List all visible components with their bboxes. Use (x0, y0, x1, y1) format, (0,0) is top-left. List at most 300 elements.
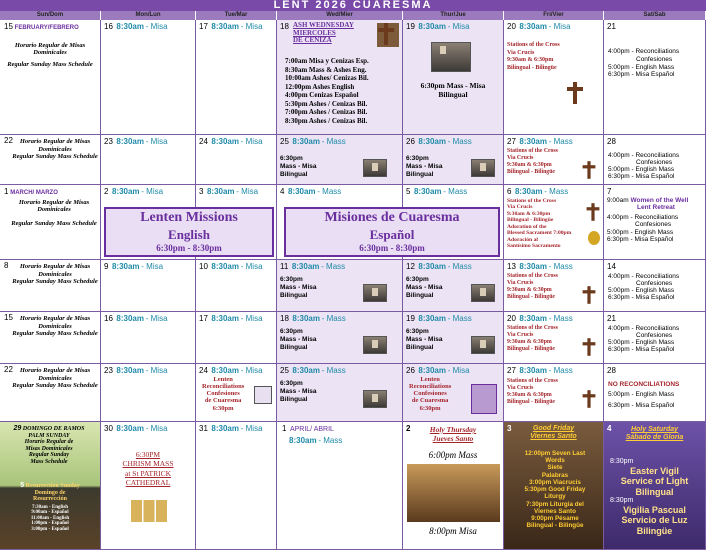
schedule-line: Horario Regular de (24, 439, 74, 446)
good-friday-line: Liturgy (544, 493, 566, 501)
church-image-icon (363, 390, 387, 408)
easter-mass-time: 3:00pm - Español (31, 526, 69, 532)
evening-time: 6:30pm (406, 276, 429, 283)
stations-times: 9:30am & 6:30pm (507, 391, 552, 398)
mass-label: - Misa (145, 366, 168, 375)
mass-label: - Mass (321, 137, 346, 146)
day-number: 16 (104, 314, 113, 323)
mass-label: - Misa (447, 22, 470, 31)
day-number: 29 (13, 425, 22, 432)
day-mar-25 (277, 364, 403, 422)
mass-time: 8:30am (514, 187, 543, 196)
day-feb-25 (277, 135, 403, 185)
header-mon: Mon/Lun (101, 11, 196, 20)
day-feb-26 (403, 135, 504, 185)
day-feb-27 (504, 135, 604, 185)
day-number: 2 (406, 424, 411, 433)
mass-time: 8:30am (287, 187, 316, 196)
lenten-recon-line: Confesiones (413, 390, 447, 398)
day-number: 22 (4, 365, 13, 374)
mass-label: - Misa (240, 262, 263, 271)
day-mar-26 (403, 364, 504, 422)
reconciliation-time: 4:00pm - Reconciliations (608, 325, 680, 332)
english-mass: 5:00pm - English Mass (608, 339, 675, 347)
day-number: 12 (406, 262, 415, 271)
misiones-cuaresma-espanol (284, 207, 500, 257)
good-friday-line: Words (545, 457, 565, 465)
day-number: 26 (406, 366, 415, 375)
sunday-schedule-es: Horario Regular de Misas Dominicales (19, 315, 91, 330)
day-mar-28 (604, 364, 706, 422)
english-mass: 5:00pm - English Mass (608, 166, 675, 174)
mass-time: 8:30am (519, 22, 547, 31)
cross-icon (582, 390, 596, 408)
via-crucis-label: Via Crucis (507, 154, 534, 161)
lenten-recon-line: Lenten (213, 376, 233, 383)
confesiones-label: Confesiones (636, 280, 673, 288)
day-mar-6 (504, 185, 604, 260)
day-apr-1 (277, 422, 403, 550)
mass-label: - Mass (321, 366, 346, 375)
spanish-mass: 6:30pm - Misa Español (608, 173, 675, 181)
holy-saturday-en: Holy Saturday (630, 426, 679, 433)
mass-label: - Misa (447, 366, 470, 375)
holy-oils-icon (131, 500, 167, 522)
bilingual-label: Bilingual (280, 170, 308, 178)
day-number: 11 (280, 262, 289, 271)
mass-label: - Mass (321, 262, 346, 271)
day-number: 2 (104, 187, 109, 196)
day-feb-19 (403, 20, 504, 135)
sunday-schedule-en: Regular Sunday Mass Schedule (12, 278, 98, 286)
reconciliation-time: 4:00pm - Reconciliations (608, 152, 680, 159)
day-feb-21 (604, 20, 706, 135)
mass-label: - Misa (145, 314, 168, 323)
palm-sunday-es: DOMINGO DE RAMOS (22, 426, 85, 432)
mass-time: 8:30am (519, 137, 547, 146)
bilingual-label: Bilingual - Bilingüe (507, 398, 555, 405)
stations-label: Stations of the Cross (507, 42, 560, 48)
no-reconciliations: NO RECONCILIATIONS (608, 381, 680, 388)
bilingual-label: Bilingual - Bilingüe (507, 168, 555, 175)
evening-mass: Mass - Misa (280, 162, 317, 170)
evening-mass: Mass - Misa (280, 283, 317, 291)
evening-mass: 6:30pm Mass - Misa (420, 81, 486, 90)
cross-icon (582, 161, 596, 179)
schedule-line: Misas Dominicales (25, 445, 73, 452)
cross-icon (582, 286, 596, 304)
monstrance-icon (588, 231, 600, 245)
day-good-friday (504, 422, 604, 550)
english-mass: 5:00pm - English Mass (608, 391, 675, 399)
palm-sunday-en: PALM SUNDAY (28, 432, 70, 439)
day-mar-1 (0, 185, 101, 260)
holy-thursday-en: Holy Thursday (429, 425, 477, 434)
stations-label: Stations of the Cross (507, 148, 558, 154)
mass-time: 8:30am (116, 137, 144, 146)
day-mar-13 (504, 260, 604, 312)
ash-line: 5:30pm Ashes / Cenizas Bil. (285, 99, 368, 108)
mission-time: 6:30pm - 8:30pm (156, 243, 222, 253)
day-number: 20 (507, 314, 516, 323)
thursday-mass-en: 6:00pm Mass (428, 450, 478, 460)
day-number: 10 (199, 262, 208, 271)
mass-label: - Mass (548, 262, 573, 271)
bilingual-label: Bilingual (406, 291, 434, 299)
day-number: 27 (507, 137, 516, 146)
mass-time: 8:30am (211, 262, 239, 271)
confesiones-label: Confesiones (636, 332, 673, 340)
day-feb-22 (0, 135, 101, 185)
day-number: 3 (199, 187, 204, 196)
day-number: 4 (280, 187, 285, 196)
ash-line: 7:00am Misa y Cenizas Esp. (285, 57, 369, 66)
day-number: 20 (507, 22, 516, 31)
day-ash-wednesday (277, 20, 403, 135)
mass-label: - Misa (141, 187, 164, 196)
evening-mass: Mass - Misa (406, 283, 443, 291)
retreat-subtitle: Lent Retreat (637, 204, 675, 212)
day-number: 9 (104, 262, 109, 271)
day-number: 5 (406, 187, 411, 196)
day-number: 21 (607, 314, 616, 323)
stations-times: 9:30am & 6:30pm (507, 210, 551, 217)
header-fri: Fri/Vier (504, 11, 604, 20)
evening-time: 6:30pm (280, 155, 303, 162)
day-mar-10 (196, 260, 277, 312)
adoration-line: Adoration of the (507, 223, 547, 230)
holy-week-sunday (0, 422, 101, 550)
day-number: 6 (507, 187, 512, 196)
mass-time: 8:30am (292, 137, 320, 146)
evening-mass: Mass - Misa (280, 335, 317, 343)
mass-time: 8:30am (211, 22, 239, 31)
day-mar-19 (403, 312, 504, 364)
day-mar-27 (504, 364, 604, 422)
mass-label: - Mass (443, 187, 468, 196)
day-number: 14 (607, 262, 616, 271)
mass-time: 8:30am (116, 366, 144, 375)
mass-label: - Mass (318, 436, 343, 446)
vigil-time: 8:30pm (610, 497, 634, 505)
sunday-schedule-es: Horario Regular de Misas Dominicales (14, 41, 86, 57)
adoration-line: Blessed Sacrament 7:00pm (507, 230, 572, 237)
stations-times: 9:30am & 6:30pm (507, 161, 552, 168)
day-number: 4 (607, 424, 612, 433)
chrism-place: CATHEDRAL (125, 478, 171, 488)
cross-icon (586, 203, 600, 221)
bilingual-label: Bilingual (280, 395, 308, 403)
reconciliation-time: 4:00pm - Reconciliations (607, 213, 679, 221)
day-feb-15 (0, 20, 101, 135)
vigil-title-es: Vigilia Pascual (623, 505, 686, 516)
retreat-time: 9:00am (607, 197, 629, 204)
day-feb-23 (101, 135, 196, 185)
mass-time: 8:30am (211, 424, 239, 433)
easter-mass-time: 1:00pm - Español (31, 521, 69, 527)
bilingual-label: Bilingual - Bilingüe (507, 64, 557, 71)
adoration-line: Adoración al (507, 236, 538, 243)
good-friday-line: Palabras (541, 471, 569, 479)
good-friday-line: Siete (547, 464, 563, 472)
evening-time: 6:30pm (280, 380, 303, 387)
cross-icon (566, 82, 584, 104)
day-number: 19 (406, 22, 415, 31)
day-number: 27 (507, 366, 516, 375)
bilingual-label: Bilingual - Bilingüe (507, 345, 555, 352)
mission-title: Lenten Missions (140, 210, 238, 225)
chrism-time: 6:30PM (135, 450, 161, 459)
mass-label: - Mass (548, 137, 573, 146)
evening-mass: Mass - Misa (406, 335, 443, 343)
day-feb-24 (196, 135, 277, 185)
easter-mass-time: 7:30am - English (31, 504, 69, 510)
sunday-schedule-es: Horario Regular de Misas Dominicales (19, 138, 91, 153)
mass-time: 8:30am (291, 262, 320, 271)
good-friday-line: Bilingual - Bilingüe (526, 522, 584, 530)
confesiones-label: Confesiones (636, 159, 673, 167)
via-crucis-label: Via Crucis (507, 49, 535, 56)
day-mar-31 (196, 422, 277, 550)
lenten-recon-line: de Cuaresma (411, 397, 449, 405)
calendar-title: LENT 2026 CUARESMA (0, 0, 706, 11)
vigil-title-en: Easter Vigil (630, 466, 679, 477)
church-image-icon (431, 42, 471, 72)
day-number: 26 (406, 137, 415, 146)
day-mar-14 (604, 260, 706, 312)
mass-time: 8:30am (211, 366, 239, 375)
spanish-mass: 6:30pm - Misa Español (607, 236, 674, 244)
evening-time: 6:30pm (406, 328, 429, 335)
mission-title: Misiones de Cuaresma (324, 210, 460, 225)
mass-label: - Misa (240, 314, 263, 323)
mass-time: 8:30am (116, 22, 144, 31)
stations-times: 9:30am & 6:30pm (507, 338, 552, 345)
mass-time: 8:30am (418, 262, 446, 271)
mass-label: - Mass (317, 187, 342, 196)
vigil-title-en: Service of Light (620, 476, 689, 487)
day-feb-20 (504, 20, 604, 135)
header-tue: Tue/Mar (196, 11, 277, 20)
confesiones-label: Confesiones (636, 55, 673, 63)
day-mar-21 (604, 312, 706, 364)
day-mar-18 (277, 312, 403, 364)
bilingual-label: Bilingual - Bilingüe (507, 217, 554, 224)
day-number: 17 (199, 22, 208, 31)
day-number: 15 (4, 313, 13, 322)
ash-title-en: ASH WEDNESDAY (293, 21, 354, 29)
mass-time: 8:30am (519, 366, 547, 375)
prayer-image-icon (471, 384, 497, 414)
adoration-line: Santísimo Sacramento (507, 242, 561, 249)
day-number: 25 (280, 366, 289, 375)
mass-time: 8:30am (211, 314, 239, 323)
good-friday-line: 12:00pm Seven Last (524, 450, 586, 457)
day-number: 21 (607, 22, 616, 31)
day-number: 8 (4, 261, 9, 270)
mass-time: 8:30am (418, 22, 446, 31)
bilingual-label: Bilingual (280, 343, 308, 351)
church-image-icon (363, 159, 387, 177)
ash-line: 8:30am Mass & Ashes Eng. (285, 65, 367, 74)
day-mar-16 (101, 312, 196, 364)
chrism-place: at St PATRICK (125, 468, 171, 478)
mass-label: - Misa (240, 137, 263, 146)
day-number: 16 (104, 22, 113, 31)
easter-mass-time: 11:00am - English (30, 515, 70, 521)
ash-title-es2: DE CENIZA (293, 36, 332, 45)
day-number: 1 (282, 424, 287, 433)
day-number: 3 (507, 424, 512, 433)
mass-time: 8:30am (111, 187, 140, 196)
evening-time: 6:30pm (280, 328, 303, 335)
mission-language: English (168, 227, 210, 242)
via-crucis-label: Via Crucis (507, 204, 533, 211)
confesiones-label: Confesiones (635, 221, 672, 229)
resurrection-es: Domingo de (34, 489, 66, 496)
mass-time: 8:30am (292, 314, 320, 323)
lenten-recon-line: Confesiones (206, 390, 240, 398)
good-friday-line: 3:00pm Viacrucis (529, 478, 581, 486)
vigil-time: 8:30pm (610, 458, 634, 465)
ash-line: 10:00am Ashes/ Cenizas Bil. (285, 74, 369, 83)
mass-label: - Misa (240, 366, 263, 375)
sunday-schedule-es: Horario Regular de Misas Dominicales (19, 263, 91, 278)
day-holy-thursday (403, 422, 504, 550)
day-number: 18 (280, 314, 289, 323)
mass-time: 8:30am (519, 262, 547, 271)
church-image-icon (363, 284, 387, 302)
spanish-mass: 6:30pm - Misa Español (608, 294, 675, 302)
good-friday-line: 7:30pm Liturgia del (526, 500, 584, 508)
stations-label: Stations of the Cross (507, 198, 557, 204)
day-mar-30 (101, 422, 196, 550)
mass-time: 8:30am (211, 137, 239, 146)
cross-icon (582, 338, 596, 356)
mass-label: - Misa (145, 137, 168, 146)
good-friday-line: Viernes Santo (534, 507, 576, 515)
evening-time: 6:30pm (280, 276, 303, 283)
english-mass: 5:00pm - English Mass (608, 63, 675, 71)
day-number: 28 (607, 137, 616, 146)
mass-time: 8:30am (418, 137, 446, 146)
day-number: 17 (199, 314, 208, 323)
month-label: MARCH/ MARZO (10, 190, 58, 196)
sunday-schedule-es: Horario Regular de Misas Dominicales (18, 198, 90, 214)
header-thu: Thur/Jue (403, 11, 504, 20)
forgiven-badge-icon (254, 386, 272, 404)
day-number: 19 (406, 314, 415, 323)
ash-line: 7:00pm Ashes / Cenizas Bil. (285, 108, 368, 117)
bilingual-label: Bilingual (438, 89, 468, 99)
ash-cross-icon (377, 23, 399, 47)
schedule-line: Regular Sunday (28, 452, 70, 459)
good-friday-es: Viernes Santo (530, 432, 577, 440)
mass-time: 8:30am (418, 366, 446, 375)
day-mar-22 (0, 364, 101, 422)
day-number: 24 (199, 137, 208, 146)
mass-label: - Mass (548, 366, 573, 375)
church-image-icon (471, 336, 495, 354)
mass-label: - Mass (321, 314, 346, 323)
mass-label: - Misa (240, 22, 263, 31)
day-mar-8 (0, 260, 101, 312)
ash-line: 4:00pm Cenizas Español (285, 91, 359, 100)
lenten-recon-line: 6:30pm (212, 404, 234, 412)
mass-label: - Mass (447, 262, 472, 271)
sunday-schedule-en: Regular Sunday Mass Schedule (12, 330, 98, 338)
schedule-line: Mass Schedule (30, 459, 68, 466)
lenten-recon-line: de Cuaresma (204, 397, 242, 405)
mass-time: 8:30am (116, 314, 144, 323)
holy-thursday-es: Jueves Santo (432, 433, 474, 443)
day-feb-16 (101, 20, 196, 135)
stations-label: Stations of the Cross (507, 325, 558, 331)
day-number: 25 (280, 137, 289, 146)
ash-line: 12:00pm Ashes English (285, 82, 355, 91)
day-number: 15 (4, 22, 13, 31)
mass-time: 8:30am (206, 187, 235, 196)
good-friday-line: 5:30pm Good Friday (524, 486, 586, 494)
lenten-recon-line: Lenten (420, 376, 440, 383)
mass-label: - Misa (240, 424, 263, 433)
day-mar-7 (604, 185, 706, 260)
mission-time: 6:30pm - 8:30pm (359, 243, 425, 253)
thursday-mass-es: 8:00pm Misa (429, 526, 477, 536)
mass-label: - Mass (548, 314, 573, 323)
holy-saturday-es: Sábado de Gloria (625, 433, 684, 441)
day-mar-20 (504, 312, 604, 364)
lenten-missions-english (104, 207, 274, 257)
spanish-mass: 6:30pm - Misa Español (608, 401, 675, 409)
bilingual-label: Bilingual (406, 343, 434, 351)
chrism-title: CHRISM MASS (122, 459, 174, 469)
church-image-icon (471, 159, 495, 177)
sunday-schedule-en: Regular Sunday Mass Schedule (12, 382, 98, 390)
resurrection-en: Resurrection Sunday (25, 483, 80, 489)
evening-time: 6:30pm (406, 155, 429, 162)
header-wed: Wed/Mier (277, 11, 403, 20)
mass-label: - Mass (447, 314, 472, 323)
vigil-title-es: Servicio de Luz (621, 515, 688, 526)
vigil-bilingual: Bilingüe (636, 525, 673, 536)
via-crucis-label: Via Crucis (507, 384, 534, 391)
mass-time: 8:30am (292, 366, 320, 375)
day-mar-24 (196, 364, 277, 422)
day-number: 22 (4, 136, 13, 145)
mass-time: 8:30am (519, 314, 547, 323)
stations-times: 9:30am & 6:30pm (507, 57, 554, 63)
header-sun: Sun/Dom (0, 11, 101, 20)
day-number: 31 (199, 424, 208, 433)
stations-label: Stations of the Cross (507, 378, 558, 384)
sunday-schedule-en: Regular Sunday Mass Schedule (7, 60, 93, 68)
mass-label: - Misa (145, 22, 168, 31)
day-holy-saturday (604, 422, 706, 550)
easter-mass-time: 9:00am - Español (31, 510, 69, 516)
sunday-schedule-en: Regular Sunday Mass Schedule (12, 153, 98, 161)
spanish-mass: 6:30pm - Misa Español (608, 71, 675, 79)
day-number: 23 (104, 366, 113, 375)
church-image-icon (471, 284, 495, 302)
church-image-icon (363, 336, 387, 354)
day-number: 7 (607, 187, 612, 196)
mass-label: - Mass (447, 137, 472, 146)
resurrection-es: Resurrección (33, 496, 67, 503)
stations-label: Stations of the Cross (507, 273, 558, 279)
day-feb-17 (196, 20, 277, 135)
via-crucis-label: Via Crucis (507, 331, 534, 338)
